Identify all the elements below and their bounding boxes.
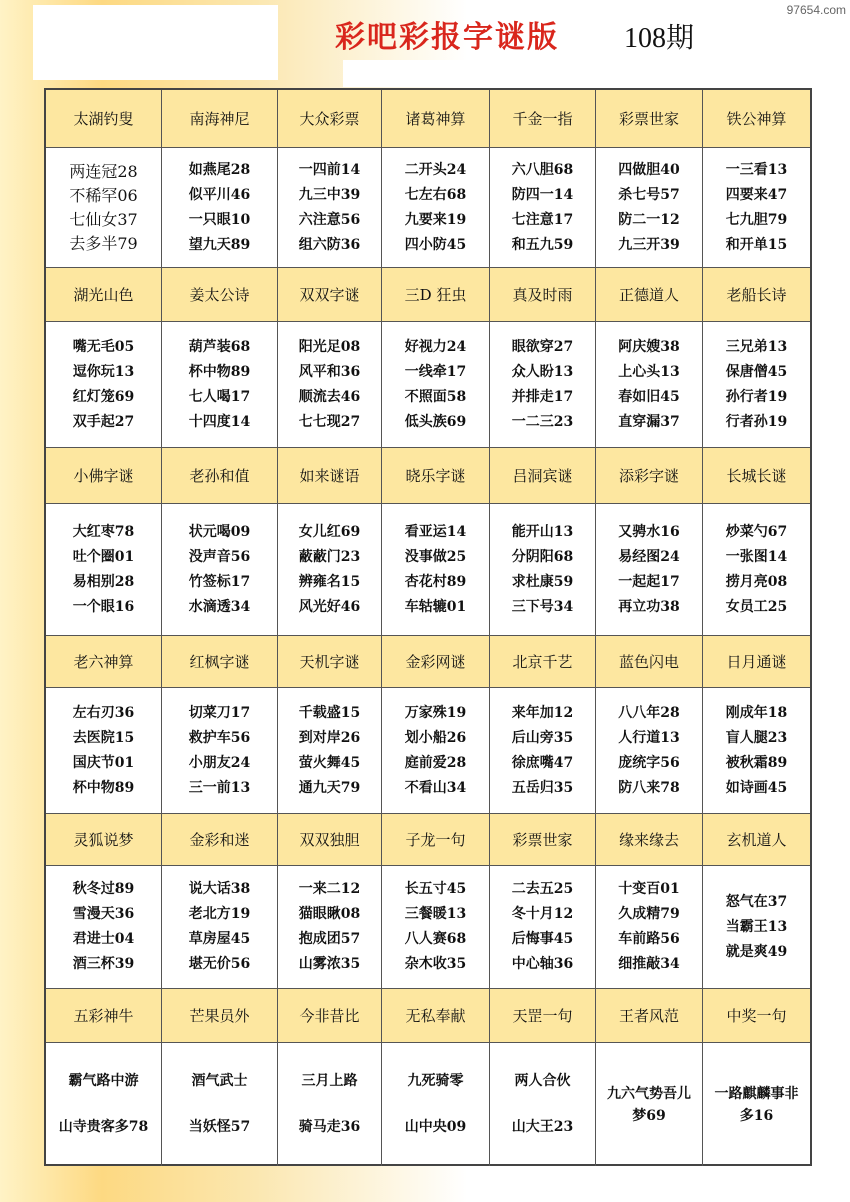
riddle-line: 三一前13 <box>188 779 251 796</box>
column-header: 双双独胆 <box>278 814 382 866</box>
riddle-line: 低头族69 <box>404 413 467 430</box>
riddle-line: 来年加12 <box>511 704 574 721</box>
column-header: 吕洞宾谜 <box>490 448 596 504</box>
riddle-line: 刚成年18 <box>725 704 788 721</box>
riddle-line: 风平和36 <box>298 363 361 380</box>
riddle-cell <box>490 322 596 448</box>
riddle-cell <box>382 148 490 268</box>
riddle-cell <box>596 148 703 268</box>
riddle-line: 抱成团57 <box>298 931 361 947</box>
riddle-line: 就是爽49 <box>725 943 788 960</box>
riddle-cell <box>490 148 596 268</box>
column-header: 玄机道人 <box>703 814 810 866</box>
riddle-line: 望九天89 <box>188 236 251 253</box>
riddle-line: 冬十月12 <box>511 906 574 922</box>
riddle-cell <box>46 1043 162 1166</box>
column-header: 五彩神牛 <box>46 989 162 1043</box>
riddle-cell <box>278 148 382 268</box>
riddle-line: 骑马走36 <box>298 1118 361 1135</box>
riddle-line: 两人合伙 <box>514 1073 571 1090</box>
riddle-line: 一起起17 <box>618 573 680 590</box>
riddle-line: 好视力24 <box>404 338 467 355</box>
column-header: 长城长谜 <box>703 448 810 504</box>
riddle-cell <box>703 1043 810 1166</box>
riddle-line: 堪无价56 <box>188 956 251 972</box>
riddle-line: 三兄弟13 <box>725 338 788 355</box>
column-header: 日月通谜 <box>703 636 810 688</box>
riddle-line: 酒三杯39 <box>72 956 135 972</box>
riddle-line: 易经图24 <box>618 548 680 565</box>
riddle-line: 顺流去46 <box>298 388 361 405</box>
riddle-line: 十四度14 <box>188 413 251 430</box>
riddle-line: 徐庶嘴47 <box>511 754 574 771</box>
riddle-cell <box>46 148 162 268</box>
riddle-line: 七人喝17 <box>188 388 251 405</box>
riddle-line: 四做胆40 <box>618 161 680 178</box>
riddle-line: 山大王23 <box>511 1118 574 1135</box>
column-header: 无私奉献 <box>382 989 490 1043</box>
riddle-line: 阳光足08 <box>298 338 361 355</box>
column-header: 诸葛神算 <box>382 90 490 148</box>
column-header: 正德道人 <box>596 268 703 322</box>
riddle-line: 山寺贵客多78 <box>58 1118 149 1135</box>
riddle-line: 被秋霜89 <box>725 754 788 771</box>
riddle-line: 风光好46 <box>298 598 361 615</box>
riddle-line: 雪漫天36 <box>72 906 135 922</box>
riddle-line: 庞统字56 <box>618 754 680 771</box>
riddle-line: 秋冬过89 <box>72 881 135 897</box>
column-header: 铁公神算 <box>703 90 810 148</box>
riddle-line: 女员工25 <box>725 598 788 615</box>
riddle-line: 能开山13 <box>511 523 574 540</box>
riddle-line: 三餐暖13 <box>404 906 467 922</box>
riddle-line: 和开单15 <box>725 236 788 253</box>
riddle-line: 炒菜勺67 <box>725 523 788 540</box>
riddle-line: 去医院15 <box>72 729 135 746</box>
column-header: 灵狐说梦 <box>46 814 162 866</box>
riddle-line: 七左右68 <box>404 186 467 203</box>
riddle-line: 去多半79 <box>69 233 138 253</box>
riddle-line: 山雾浓35 <box>298 956 361 972</box>
column-header: 红枫字谜 <box>162 636 278 688</box>
riddle-cell <box>703 688 810 814</box>
riddle-line: 七注意17 <box>511 211 574 228</box>
riddle-cell <box>382 504 490 636</box>
riddle-line: 众人盼13 <box>511 363 574 380</box>
riddle-cell <box>162 1043 278 1166</box>
riddle-line: 久成精79 <box>618 906 680 922</box>
column-header: 老船长诗 <box>703 268 810 322</box>
column-header: 三D 狂虫 <box>382 268 490 322</box>
riddle-cell <box>162 504 278 636</box>
riddle-line: 救护车56 <box>188 729 251 746</box>
riddle-line: 嘴无毛05 <box>72 338 135 355</box>
riddle-line: 组六防36 <box>298 236 361 253</box>
riddle-line: 九三中39 <box>298 186 361 203</box>
riddle-cell <box>278 322 382 448</box>
riddle-line: 吐个圈01 <box>72 548 135 565</box>
riddle-line: 草房屋45 <box>188 931 251 947</box>
riddle-line: 中心轴36 <box>511 956 574 972</box>
riddle-line: 人行道13 <box>618 729 680 746</box>
riddle-line: 杂木收35 <box>404 956 467 972</box>
riddle-line: 三下号34 <box>511 598 574 615</box>
riddle-line: 小朋友24 <box>188 754 251 771</box>
riddle-line: 杯中物89 <box>188 363 251 380</box>
riddle-line: 山中央09 <box>404 1118 467 1135</box>
riddle-line: 七九胆79 <box>725 211 788 228</box>
riddle-line: 四小防45 <box>404 236 467 253</box>
column-header: 蓝色闪电 <box>596 636 703 688</box>
riddle-line: 万家殊19 <box>404 704 467 721</box>
riddle-line: 萤火舞45 <box>298 754 361 771</box>
riddle-line: 九三开39 <box>618 236 680 253</box>
riddle-cell <box>703 866 810 989</box>
column-header: 南海神尼 <box>162 90 278 148</box>
column-header: 金彩和迷 <box>162 814 278 866</box>
riddle-line: 状元喝09 <box>188 523 251 540</box>
riddle-cell <box>703 322 810 448</box>
site-watermark: 97654.com <box>786 3 846 17</box>
riddle-cell <box>46 322 162 448</box>
riddle-line: 当霸王13 <box>725 918 788 935</box>
riddle-line: 上心头13 <box>618 363 680 380</box>
riddle-line: 辨雍名15 <box>298 573 361 590</box>
riddle-line: 盲人腿23 <box>725 729 788 746</box>
riddle-line: 蔽蔽门23 <box>298 548 361 565</box>
riddle-line: 千载盛15 <box>298 704 361 721</box>
riddle-line: 七七现27 <box>298 413 361 430</box>
riddle-line: 如诗画45 <box>725 779 788 796</box>
riddle-line: 女儿红69 <box>298 523 361 540</box>
riddle-line: 一个眼16 <box>72 598 135 615</box>
column-header: 缘来缘去 <box>596 814 703 866</box>
column-header: 天罡一句 <box>490 989 596 1043</box>
riddle-line: 五岳归35 <box>511 779 574 796</box>
page-title: 彩吧彩报字谜版 <box>335 20 559 55</box>
riddle-line: 一张图14 <box>725 548 788 565</box>
riddle-line: 二开头24 <box>404 161 467 178</box>
column-header: 湖光山色 <box>46 268 162 322</box>
riddle-line: 阿庆嫂38 <box>618 338 680 355</box>
riddle-line: 双手起27 <box>72 413 135 430</box>
riddle-line: 九死骑零 <box>407 1073 464 1090</box>
riddle-line: 三月上路 <box>301 1073 358 1090</box>
riddle-cell <box>162 322 278 448</box>
column-header: 彩票世家 <box>490 814 596 866</box>
column-header: 晓乐字谜 <box>382 448 490 504</box>
riddle-cell <box>596 504 703 636</box>
riddle-line: 到对岸26 <box>298 729 361 746</box>
riddle-line: 杯中物89 <box>72 779 135 796</box>
riddle-cell <box>490 866 596 989</box>
riddle-line: 说大话38 <box>188 881 251 897</box>
riddle-line: 行者孙19 <box>725 413 788 430</box>
riddle-line: 和五九59 <box>511 236 574 253</box>
riddle-line: 老北方19 <box>188 906 251 922</box>
column-header: 今非昔比 <box>278 989 382 1043</box>
riddle-cell <box>596 322 703 448</box>
riddle-line: 一三看13 <box>725 161 788 178</box>
riddle-line: 不看山34 <box>404 779 467 796</box>
column-header: 天机字谜 <box>278 636 382 688</box>
riddle-line: 七仙女37 <box>69 209 138 229</box>
riddle-line: 九六气势吾儿梦69 <box>607 1085 691 1124</box>
riddle-line: 竹签标17 <box>188 573 251 590</box>
riddle-line: 防八来78 <box>618 779 680 796</box>
riddle-cell <box>278 688 382 814</box>
riddle-line: 如燕尾28 <box>188 161 251 178</box>
riddle-line: 杏花村89 <box>404 573 467 590</box>
riddle-line: 后悔事45 <box>511 931 574 947</box>
riddle-line: 孙行者19 <box>725 388 788 405</box>
riddle-cell <box>382 688 490 814</box>
riddle-line: 霸气路中游 <box>68 1073 139 1090</box>
riddle-line: 八八年28 <box>618 704 680 721</box>
riddle-line: 酒气武士 <box>191 1073 248 1090</box>
riddle-cell <box>703 504 810 636</box>
riddle-line: 一四前14 <box>298 161 361 178</box>
riddle-line: 长五寸45 <box>404 881 467 897</box>
riddle-line: 春如旧45 <box>618 388 680 405</box>
riddle-line: 车前路56 <box>618 931 680 947</box>
riddle-line: 红灯笼69 <box>72 388 135 405</box>
riddle-cell <box>382 322 490 448</box>
riddle-cell <box>382 1043 490 1166</box>
riddle-line: 水滴透34 <box>188 598 251 615</box>
riddle-line: 防二一12 <box>618 211 680 228</box>
riddle-cell <box>162 688 278 814</box>
riddle-cell <box>46 504 162 636</box>
riddle-cell <box>490 1043 596 1166</box>
riddle-table <box>44 88 812 1166</box>
riddle-line: 两连冠28 <box>69 161 138 181</box>
blank-banner-left <box>33 5 278 80</box>
column-header: 姜太公诗 <box>162 268 278 322</box>
riddle-line: 并排走17 <box>511 388 574 405</box>
riddle-line: 切菜刀17 <box>188 704 251 721</box>
riddle-line: 没事做25 <box>404 548 467 565</box>
column-header: 大众彩票 <box>278 90 382 148</box>
riddle-line: 六注意56 <box>298 211 361 228</box>
riddle-cell <box>46 866 162 989</box>
riddle-cell <box>278 866 382 989</box>
riddle-line: 不稀罕06 <box>69 185 138 205</box>
riddle-line: 求杜康59 <box>511 573 574 590</box>
column-header: 北京千艺 <box>490 636 596 688</box>
riddle-line: 二去五25 <box>511 881 574 897</box>
riddle-line: 细推敲34 <box>618 956 680 972</box>
riddle-line: 分阴阳68 <box>511 548 574 565</box>
riddle-line: 杀七号57 <box>618 186 680 203</box>
column-header: 子龙一句 <box>382 814 490 866</box>
riddle-line: 当妖怪57 <box>188 1118 251 1135</box>
riddle-line: 九要来19 <box>404 211 467 228</box>
riddle-line: 怒气在37 <box>725 893 788 910</box>
riddle-line: 再立功38 <box>618 598 680 615</box>
riddle-line: 车轱辘01 <box>404 598 467 615</box>
riddle-line: 捞月亮08 <box>725 573 788 590</box>
column-header: 金彩网谜 <box>382 636 490 688</box>
riddle-cell <box>46 688 162 814</box>
column-header: 中奖一句 <box>703 989 810 1043</box>
riddle-line: 猫眼瞅08 <box>298 906 361 922</box>
riddle-line: 一只眼10 <box>188 211 251 228</box>
riddle-line: 君进士04 <box>72 931 135 947</box>
riddle-line: 国庆节01 <box>72 754 135 771</box>
riddle-cell <box>382 866 490 989</box>
riddle-line: 通九天79 <box>298 779 361 796</box>
column-header: 千金一指 <box>490 90 596 148</box>
column-header: 如来谜语 <box>278 448 382 504</box>
blank-banner-center <box>343 60 585 87</box>
riddle-line: 直穿漏37 <box>618 413 680 430</box>
riddle-cell <box>278 504 382 636</box>
riddle-line: 不照面58 <box>404 388 467 405</box>
riddle-cell <box>490 504 596 636</box>
riddle-line: 看亚运14 <box>404 523 467 540</box>
riddle-line: 十变百01 <box>618 881 680 897</box>
column-header: 芒果员外 <box>162 989 278 1043</box>
riddle-line: 一路麒麟事非多16 <box>714 1085 799 1124</box>
riddle-line: 四要来47 <box>725 186 788 203</box>
riddle-line: 后山旁35 <box>511 729 574 746</box>
riddle-line: 大红枣78 <box>72 523 135 540</box>
riddle-line: 一来二12 <box>298 881 361 897</box>
column-header: 彩票世家 <box>596 90 703 148</box>
riddle-line: 易相别28 <box>72 573 135 590</box>
riddle-line: 葫芦装68 <box>188 338 251 355</box>
riddle-line: 八人赛68 <box>404 931 467 947</box>
riddle-line: 庭前爱28 <box>404 754 467 771</box>
column-header: 王者风范 <box>596 989 703 1043</box>
column-header: 太湖钓叟 <box>46 90 162 148</box>
column-header: 添彩字谜 <box>596 448 703 504</box>
riddle-line: 一线牵17 <box>404 363 467 380</box>
riddle-line: 眼欲穿27 <box>511 338 574 355</box>
riddle-line: 左右刃36 <box>72 704 135 721</box>
riddle-cell <box>596 1043 703 1166</box>
riddle-line: 逗你玩13 <box>72 363 135 380</box>
riddle-line: 保唐僧45 <box>725 363 788 380</box>
riddle-line: 似平川46 <box>188 186 251 203</box>
issue-number: 108期 <box>624 23 695 54</box>
column-header: 双双字谜 <box>278 268 382 322</box>
riddle-line: 划小船26 <box>404 729 467 746</box>
riddle-cell <box>278 1043 382 1166</box>
riddle-cell <box>162 148 278 268</box>
riddle-line: 六八胆68 <box>511 161 574 178</box>
column-header: 真及时雨 <box>490 268 596 322</box>
riddle-cell <box>596 688 703 814</box>
riddle-line: 没声音56 <box>188 548 251 565</box>
riddle-line: 防四一14 <box>511 186 574 203</box>
riddle-line: 又骋水16 <box>618 523 680 540</box>
riddle-cell <box>162 866 278 989</box>
riddle-cell <box>596 866 703 989</box>
riddle-cell <box>703 148 810 268</box>
riddle-line: 一二三23 <box>511 413 574 430</box>
column-header: 小佛字谜 <box>46 448 162 504</box>
column-header: 老六神算 <box>46 636 162 688</box>
column-header: 老孙和值 <box>162 448 278 504</box>
riddle-cell <box>490 688 596 814</box>
